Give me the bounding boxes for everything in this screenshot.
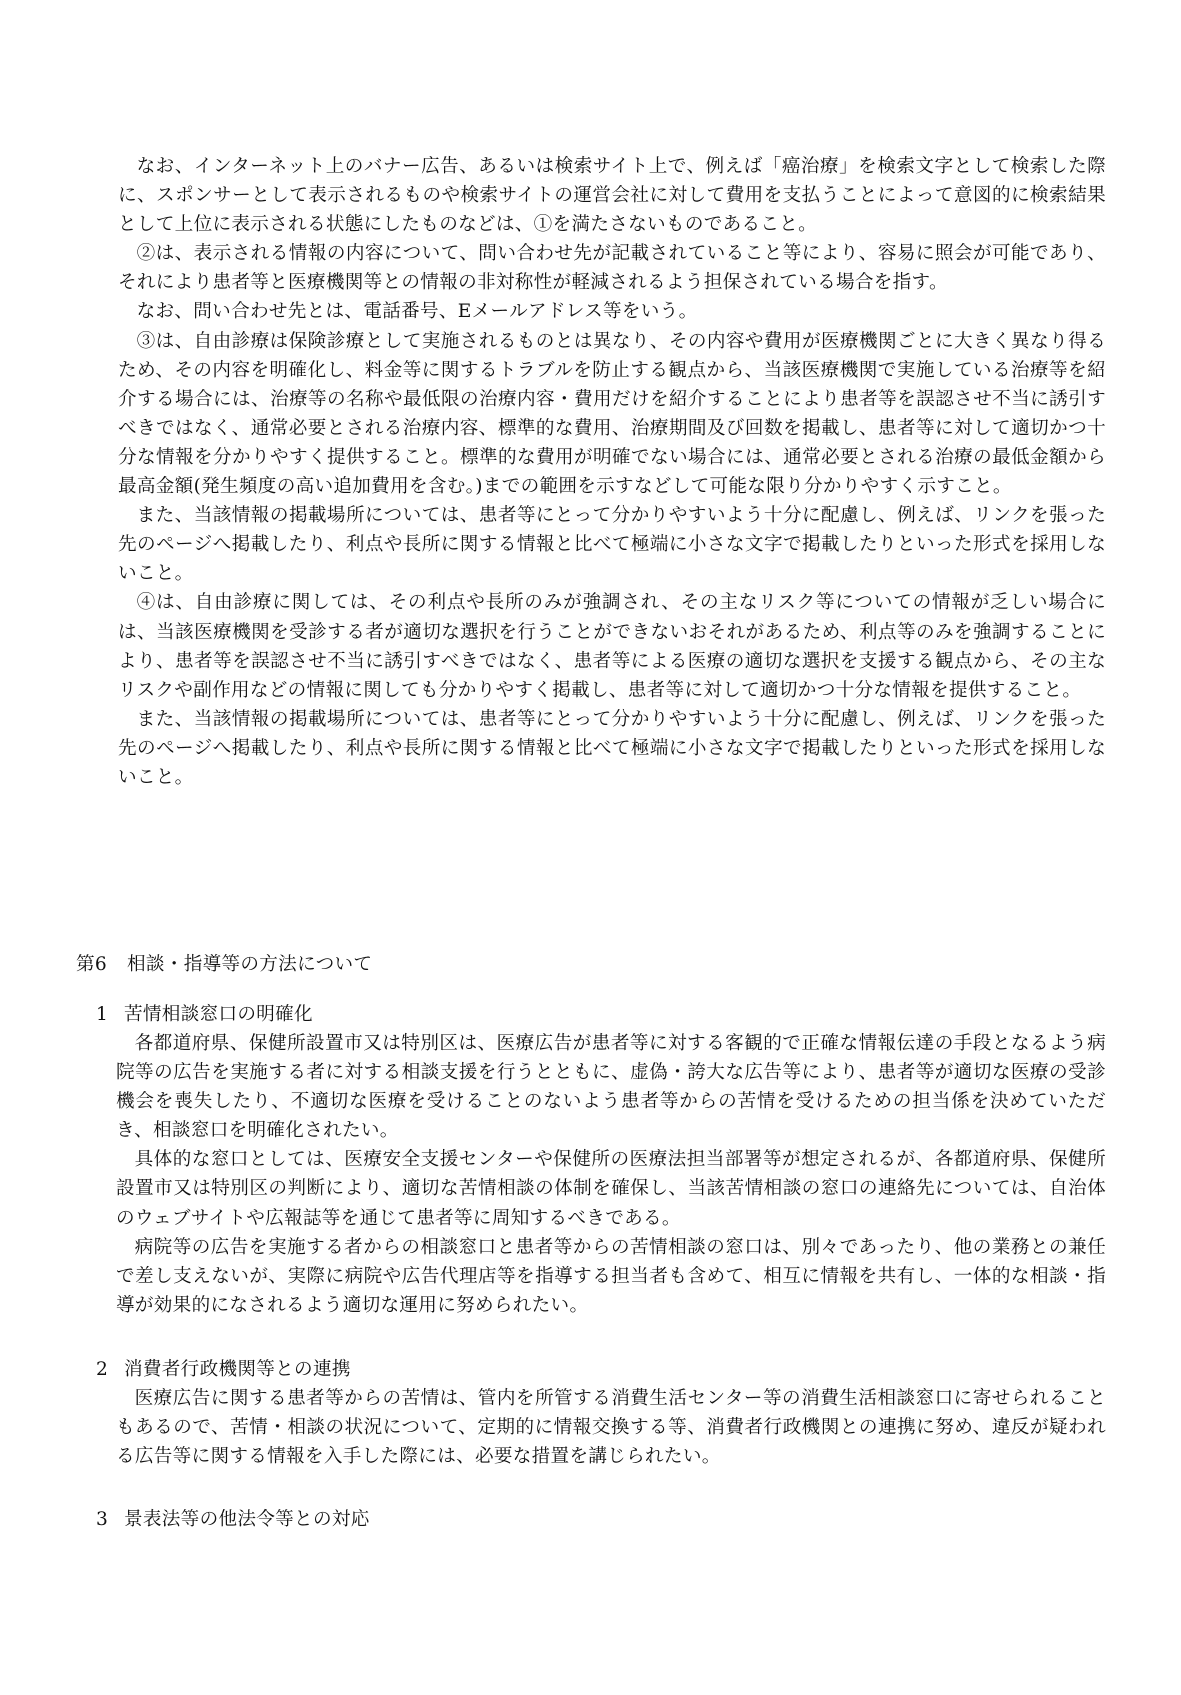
section-number: 第6 xyxy=(76,954,108,975)
intro-paragraph: ③は、自由診療は保険診療として実施されるものとは異なり、その内容や費用が医療機関ごとに大きく異なり得るため、その内容を明確化し、料金等に関するトラブルを防止する観点から、当該医療機関で実施している治療等を紹介する場合には、治療等の名称や最低限の治療内容・費用だけを紹介することにより患者等を誤認させ不当に誘引すべきではなく、通常必要とされる治療内容、標準的な費用、治療期間及び回数を掲載し、患者等に対して適切かつ十分な情報を分かりやすく提供すること。標準的な費用が明確でない場合には、通常必要とされる治療の最低金額から最高金額(発生頻度の高い追加費用を含む。)までの範囲を示すなどして可能な限り分かりやすく示すこと。 xyxy=(118,330,1106,498)
subsection-body xyxy=(116,1384,1106,1471)
subsection-heading xyxy=(96,1505,1096,1534)
section-heading xyxy=(76,950,1076,979)
intro-paragraph: なお、インターネット上のバナー広告、あるいは検索サイト上で、例えば「癌治療」を検索文字として検索した際に、スポンサーとして表示されるものや検索サイトの運営会社に対して費用を支払うことによって意図的に検索結果として上位に表示される状態にしたものなどは、①を満たさないものであること。 xyxy=(118,156,1106,236)
body-paragraph: 病院等の広告を実施する者からの相談窓口と患者等からの苦情相談の窓口は、別々であったり、他の業務との兼任で差し支えないが、実際に病院や広告代理店等を指導する担当者も含めて、相互に情報を共有し、一体的な相談・指導が効果的になされるよう適切な運用に努められたい。 xyxy=(116,1236,1106,1316)
subsection-body xyxy=(116,1029,1106,1320)
subsection-title: 消費者行政機関等との連携 xyxy=(124,1359,351,1380)
subsection-number: 3 xyxy=(96,1509,109,1530)
intro-paragraph: また、当該情報の掲載場所については、患者等にとって分かりやすいよう十分に配慮し、例えば、リンクを張った先のページへ掲載したり、利点や長所に関する情報と比べて極端に小さな文字で掲載したりといった形式を採用しないこと。 xyxy=(118,708,1106,788)
intro-paragraph: ②は、表示される情報の内容について、問い合わせ先が記載されていること等により、容易に照会が可能であり、それにより患者等と医療機関等との情報の非対称性が軽減されるよう担保されている場合を指す。 xyxy=(118,243,1106,294)
subsection-heading xyxy=(96,1000,1096,1029)
body-paragraph: 具体的な窓口としては、医療安全支援センターや保健所の医療法担当部署等が想定されるが、各都道府県、保健所設置市又は特別区の判断により、適切な苦情相談の体制を確保し、当該苦情相談の窓口の連絡先については、自治体のウェブサイトや広報誌等を通じて患者等に周知するべきである。 xyxy=(116,1149,1106,1229)
subsection-number: 2 xyxy=(96,1359,109,1380)
subsection-heading xyxy=(96,1355,1096,1384)
subsection-title: 苦情相談窓口の明確化 xyxy=(124,1004,313,1025)
intro-paragraph: また、当該情報の掲載場所については、患者等にとって分かりやすいよう十分に配慮し、例えば、リンクを張った先のページへ掲載したり、利点や長所に関する情報と比べて極端に小さな文字で掲載したりといった形式を採用しないこと。 xyxy=(118,505,1106,585)
section-title: 相談・指導等の方法について xyxy=(127,954,373,975)
intro-paragraph: なお、問い合わせ先とは、電話番号、Eメールアドレス等をいう。 xyxy=(136,301,698,323)
intro-paragraph: ④は、自由診療に関しては、その利点や長所のみが強調され、その主なリスク等についての情報が乏しい場合には、当該医療機関を受診する者が適切な選択を行うことができないおそれがあるため、利点等のみを強調することにより、患者等を誤認させ不当に誘引すべきではなく、患者等による医療の適切な選択を支援する観点から、その主なリスクや副作用などの情報に関しても分かりやすく掲載し、患者等に対して適切かつ十分な情報を提供すること。 xyxy=(118,592,1106,701)
subsection-number: 1 xyxy=(96,1004,109,1025)
body-paragraph: 医療広告に関する患者等からの苦情は、管内を所管する消費生活センター等の消費生活相談窓口に寄せられることもあるので、苦情・相談の状況について、定期的に情報交換する等、消費者行政機関との連携に努め、違反が疑われる広告等に関する情報を入手した際には、必要な措置を講じられたい。 xyxy=(116,1388,1106,1468)
subsection-title: 景表法等の他法令等との対応 xyxy=(124,1509,370,1530)
body-paragraph: 各都道府県、保健所設置市又は特別区は、医療広告が患者等に対する客観的で正確な情報伝達の手段となるよう病院等の広告を実施する者に対する相談支援を行うとともに、虚偽・誇大な広告等により、患者等が適切な医療の受診機会を喪失したり、不適切な医療を受けることのないよう患者等からの苦情を受けるための担当係を決めていただき、相談窓口を明確化されたい。 xyxy=(116,1033,1106,1142)
intro-section xyxy=(118,152,1106,792)
